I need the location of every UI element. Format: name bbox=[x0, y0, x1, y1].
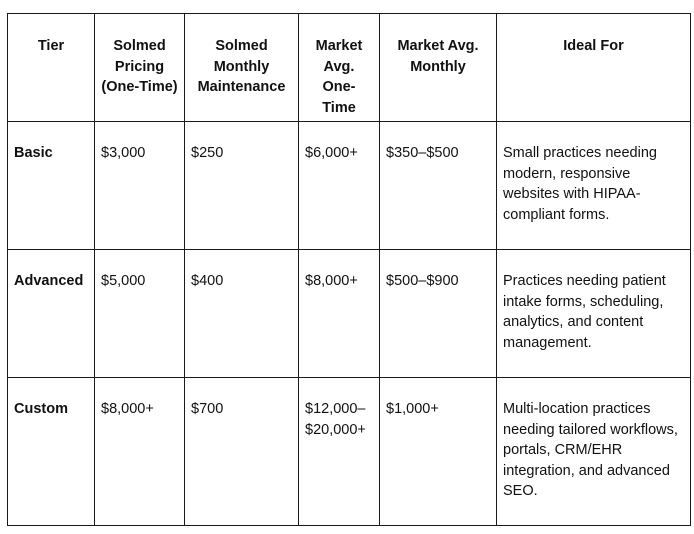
header-solmed-pricing bbox=[95, 14, 185, 122]
header-market-monthly bbox=[380, 14, 497, 122]
cell-market-monthly: $350–$500 bbox=[380, 122, 497, 250]
table-header-row bbox=[8, 14, 691, 122]
table-row bbox=[8, 250, 691, 378]
cell-market-one-time: $12,000–$20,000+ bbox=[299, 378, 380, 526]
cell-maintenance: $250 bbox=[185, 122, 299, 250]
header-ideal-for: Ideal For bbox=[497, 14, 691, 122]
table-row bbox=[8, 122, 691, 250]
pricing-comparison-table bbox=[7, 13, 691, 526]
cell-market-one-time: $8,000+ bbox=[299, 250, 380, 378]
cell-pricing: $8,000+ bbox=[95, 378, 185, 526]
cell-ideal-for: Practices needing patient intake forms, scheduling, analytics, and content management. bbox=[497, 250, 691, 378]
pricing-table-container bbox=[7, 13, 691, 526]
cell-market-one-time: $6,000+ bbox=[299, 122, 380, 250]
header-market-one-time bbox=[299, 14, 380, 122]
cell-ideal-for: Small practices needing modern, responsive websites with HIPAA-compliant forms. bbox=[497, 122, 691, 250]
cell-maintenance: $700 bbox=[185, 378, 299, 526]
header-solmed-maintenance bbox=[185, 14, 299, 122]
cell-tier: Basic bbox=[8, 122, 95, 250]
cell-ideal-for: Multi-location practices needing tailored workflows, portals, CRM/EHR integration, and advanced SEO. bbox=[497, 378, 691, 526]
cell-market-monthly: $1,000+ bbox=[380, 378, 497, 526]
header-market-monthly-label: Market Avg. Monthly bbox=[397, 38, 479, 75]
cell-pricing: $5,000 bbox=[95, 250, 185, 378]
cell-market-monthly: $500–$900 bbox=[380, 250, 497, 378]
cell-pricing: $3,000 bbox=[95, 122, 185, 250]
cell-tier: Advanced bbox=[8, 250, 95, 378]
cell-tier: Custom bbox=[8, 378, 95, 526]
header-solmed-pricing-label: Solmed Pricing (One-Time) bbox=[101, 38, 178, 95]
header-solmed-maintenance-label: Solmed Monthly Maintenance bbox=[197, 38, 286, 95]
table-row bbox=[8, 378, 691, 526]
cell-maintenance: $400 bbox=[185, 250, 299, 378]
header-tier: Tier bbox=[8, 14, 95, 122]
header-market-one-time-label: Market Avg. One-Time bbox=[315, 38, 363, 116]
